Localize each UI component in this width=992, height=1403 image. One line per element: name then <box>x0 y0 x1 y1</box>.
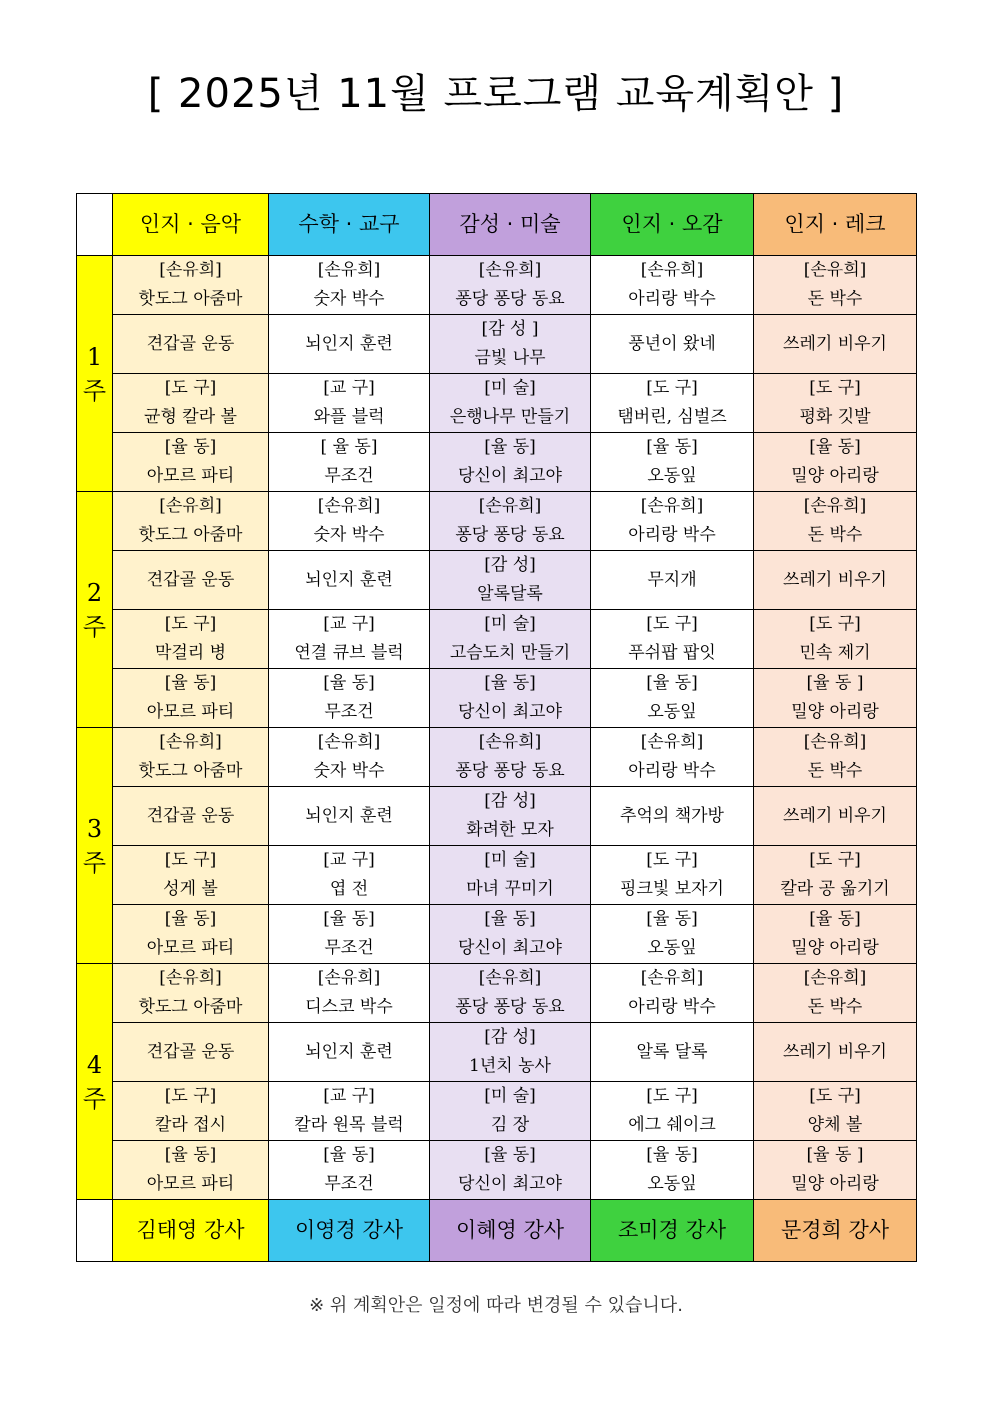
cell-category: [손유희] <box>803 732 867 752</box>
schedule-cell <box>591 551 754 610</box>
cell-activity: 쓰레기 비우기 <box>783 805 887 826</box>
cell-category: [손유희] <box>640 496 704 516</box>
cell-category: [도 구] <box>809 378 861 398</box>
schedule-cell <box>269 964 430 1023</box>
schedule-cell <box>754 374 917 433</box>
cell-category: [율 동] <box>809 909 861 929</box>
cell-activity: 무조건 <box>324 938 374 958</box>
cell-category: [도 구] <box>646 850 698 870</box>
cell-category: [손유희] <box>478 260 542 280</box>
table-row <box>77 846 917 905</box>
cell-category: [율 동] <box>646 673 698 693</box>
schedule-cell <box>591 846 754 905</box>
schedule-cell <box>754 1082 917 1141</box>
cell-category: [도 구] <box>164 614 217 634</box>
cell-activity: 탬버린, 심벌즈 <box>617 407 727 427</box>
cell-activity: 돈 박수 <box>807 761 863 781</box>
cell-category: [율 동] <box>646 437 698 457</box>
schedule-cell <box>591 492 754 551</box>
cell-activity: 균형 칼라 볼 <box>144 407 237 427</box>
cell-category: [손유희] <box>159 496 222 516</box>
header-cell: 인지 · 오감 <box>591 194 754 256</box>
schedule-cell <box>591 1082 754 1141</box>
header-cell: 수학 · 교구 <box>269 194 430 256</box>
schedule-cell <box>591 256 754 315</box>
cell-category: [율 동] <box>484 673 536 693</box>
cell-activity: 아모르 파티 <box>146 466 235 486</box>
cell-activity: 견갑골 운동 <box>146 805 235 826</box>
table-row <box>77 964 917 1023</box>
header-row <box>77 194 917 256</box>
week-label <box>77 492 113 728</box>
cell-category: [감 성 ] <box>481 319 539 339</box>
table-row <box>77 256 917 315</box>
week-number: 1 <box>86 342 103 371</box>
cell-category: [손유희] <box>640 260 704 280</box>
schedule-cell <box>269 1082 430 1141</box>
cell-category: [미 술] <box>484 378 536 398</box>
schedule-cell <box>269 610 430 669</box>
schedule-cell <box>269 846 430 905</box>
cell-activity: 마녀 꾸미기 <box>466 879 554 899</box>
cell-activity: 아모르 파티 <box>146 702 235 722</box>
cell-activity: 무조건 <box>324 702 374 722</box>
cell-activity: 돈 박수 <box>807 525 863 545</box>
schedule-cell <box>430 610 591 669</box>
schedule-cell <box>430 315 591 374</box>
schedule-cell <box>269 905 430 964</box>
table-row <box>77 315 917 374</box>
schedule-cell <box>754 551 917 610</box>
schedule-cell <box>113 433 269 492</box>
schedule-cell <box>754 433 917 492</box>
cell-activity: 아모르 파티 <box>146 938 235 958</box>
cell-activity: 알록 달록 <box>636 1041 708 1062</box>
cell-category: [손유희] <box>803 260 867 280</box>
cell-activity: 뇌인지 훈련 <box>305 333 393 354</box>
cell-activity: 화려한 모자 <box>466 820 554 840</box>
schedule-cell <box>430 256 591 315</box>
schedule-cell <box>754 492 917 551</box>
cell-activity: 쓰레기 비우기 <box>783 333 887 354</box>
cell-category: [감 성] <box>484 791 536 811</box>
schedule-cell <box>430 551 591 610</box>
schedule-cell <box>269 315 430 374</box>
schedule-cell <box>430 1082 591 1141</box>
schedule-cell <box>269 669 430 728</box>
instructor-cell: 문경희 강사 <box>754 1200 917 1262</box>
cell-category: [미 술] <box>484 850 536 870</box>
week-suffix: 주 <box>82 612 107 641</box>
instructor-cell: 김태영 강사 <box>113 1200 269 1262</box>
cell-category: [도 구] <box>646 378 698 398</box>
corner-cell <box>77 1200 113 1262</box>
schedule-cell <box>430 492 591 551</box>
footnote: ※ 위 계획안은 일정에 따라 변경될 수 있습니다. <box>309 1295 683 1316</box>
schedule-cell <box>269 492 430 551</box>
schedule-cell <box>269 787 430 846</box>
instructor-cell: 조미경 강사 <box>591 1200 754 1262</box>
schedule-cell <box>754 905 917 964</box>
cell-activity: 오동잎 <box>647 1174 697 1194</box>
schedule-table-body <box>77 194 917 1262</box>
schedule-cell <box>591 787 754 846</box>
cell-category: [율 동] <box>164 909 217 929</box>
schedule-cell <box>113 256 269 315</box>
cell-category: [율 동 ] <box>806 1145 864 1165</box>
cell-category: [율 동] <box>484 437 536 457</box>
cell-activity: 풍년이 왔네 <box>628 333 716 354</box>
table-row <box>77 433 917 492</box>
instructor-cell: 이영경 강사 <box>269 1200 430 1262</box>
cell-activity: 오동잎 <box>647 466 697 486</box>
schedule-cell <box>430 374 591 433</box>
week-number: 2 <box>86 578 103 607</box>
table-row <box>77 728 917 787</box>
cell-category: [미 술] <box>484 614 536 634</box>
cell-activity: 핫도그 아줌마 <box>138 289 243 309</box>
cell-activity: 뇌인지 훈련 <box>305 805 393 826</box>
schedule-cell <box>113 492 269 551</box>
schedule-cell <box>591 669 754 728</box>
cell-activity: 밀양 아리랑 <box>791 1174 879 1194</box>
cell-activity: 연결 큐브 블럭 <box>294 643 404 663</box>
schedule-cell <box>269 374 430 433</box>
cell-category: [감 성] <box>484 555 536 575</box>
schedule-cell <box>754 846 917 905</box>
cell-category: [손유희] <box>478 968 542 988</box>
cell-category: [감 성] <box>484 1027 536 1047</box>
cell-activity: 푸쉬팝 팝잇 <box>628 643 716 663</box>
cell-category: [손유희] <box>478 496 542 516</box>
cell-activity: 무지개 <box>647 569 697 590</box>
page-title: [ 2025년 11월 프로그램 교육계획안 ] <box>147 71 845 117</box>
cell-category: [율 동] <box>164 1145 217 1165</box>
cell-activity: 평화 깃발 <box>799 407 871 427</box>
cell-activity: 김 장 <box>490 1115 530 1135</box>
schedule-cell <box>430 1023 591 1082</box>
cell-activity: 막걸리 병 <box>154 643 227 663</box>
schedule-cell <box>269 433 430 492</box>
cell-category: [교 구] <box>323 1086 375 1106</box>
cell-category: [ 율 동] <box>320 437 378 457</box>
schedule-cell <box>430 433 591 492</box>
cell-category: [교 구] <box>323 378 375 398</box>
schedule-cell <box>113 551 269 610</box>
instructor-cell: 이혜영 강사 <box>430 1200 591 1262</box>
table-row <box>77 669 917 728</box>
cell-category: [율 동] <box>646 1145 698 1165</box>
week-suffix: 주 <box>82 848 107 877</box>
schedule-cell <box>591 1141 754 1200</box>
cell-activity: 성게 볼 <box>163 879 218 899</box>
cell-category: [율 동] <box>646 909 698 929</box>
cell-category: [율 동] <box>484 1145 536 1165</box>
schedule-cell <box>430 846 591 905</box>
cell-activity: 엽 전 <box>329 879 369 899</box>
table-row <box>77 551 917 610</box>
cell-category: [도 구] <box>164 850 217 870</box>
cell-activity: 견갑골 운동 <box>146 569 235 590</box>
cell-category: [율 동] <box>323 909 375 929</box>
cell-category: [손유희] <box>803 968 867 988</box>
cell-activity: 퐁당 퐁당 동요 <box>455 289 565 309</box>
cell-category: [손유희] <box>803 496 867 516</box>
cell-category: [율 동] <box>164 673 217 693</box>
schedule-cell <box>591 315 754 374</box>
schedule-cell <box>754 728 917 787</box>
cell-category: [도 구] <box>646 1086 698 1106</box>
week-label <box>77 256 113 492</box>
cell-category: [율 동] <box>164 437 217 457</box>
cell-category: [율 동] <box>323 1145 375 1165</box>
cell-activity: 아모르 파티 <box>146 1174 235 1194</box>
schedule-cell <box>113 610 269 669</box>
instructor-row <box>77 1200 917 1262</box>
schedule-cell <box>754 1023 917 1082</box>
schedule-cell <box>113 315 269 374</box>
schedule-cell <box>591 1023 754 1082</box>
schedule-cell <box>754 256 917 315</box>
cell-activity: 아리랑 박수 <box>628 761 716 781</box>
cell-activity: 고슴도치 만들기 <box>449 643 571 663</box>
cell-activity: 핑크빛 보자기 <box>620 879 724 899</box>
table-row <box>77 610 917 669</box>
cell-activity: 추억의 책가방 <box>620 805 724 826</box>
schedule-cell <box>591 964 754 1023</box>
cell-activity: 퐁당 퐁당 동요 <box>455 997 565 1017</box>
cell-activity: 뇌인지 훈련 <box>305 1041 393 1062</box>
cell-category: [손유희] <box>159 260 222 280</box>
cell-category: [손유희] <box>317 260 381 280</box>
cell-activity: 은행나무 만들기 <box>449 407 571 427</box>
schedule-cell <box>113 1023 269 1082</box>
schedule-cell <box>754 315 917 374</box>
schedule-cell <box>591 433 754 492</box>
cell-activity: 핫도그 아줌마 <box>138 761 243 781</box>
schedule-cell <box>113 728 269 787</box>
schedule-cell <box>269 551 430 610</box>
schedule-cell <box>430 905 591 964</box>
cell-activity: 칼라 공 옮기기 <box>780 879 890 899</box>
schedule-table <box>76 193 917 1262</box>
table-row <box>77 1023 917 1082</box>
header-cell: 인지 · 음악 <box>113 194 269 256</box>
schedule-cell <box>754 669 917 728</box>
cell-activity: 와플 블럭 <box>313 407 385 427</box>
cell-activity: 아리랑 박수 <box>628 997 716 1017</box>
cell-category: [교 구] <box>323 614 375 634</box>
cell-activity: 아리랑 박수 <box>628 525 716 545</box>
cell-category: [손유희] <box>640 732 704 752</box>
schedule-cell <box>754 964 917 1023</box>
cell-activity: 양체 볼 <box>807 1115 863 1135</box>
week-label <box>77 964 113 1200</box>
cell-activity: 견갑골 운동 <box>146 333 235 354</box>
week-suffix: 주 <box>82 1084 107 1113</box>
cell-category: [손유희] <box>317 732 381 752</box>
schedule-cell <box>591 905 754 964</box>
cell-category: [율 동] <box>484 909 536 929</box>
schedule-cell <box>591 374 754 433</box>
table-row <box>77 374 917 433</box>
schedule-cell <box>754 610 917 669</box>
header-cell: 인지 · 레크 <box>754 194 917 256</box>
schedule-cell <box>113 669 269 728</box>
cell-category: [손유희] <box>640 968 704 988</box>
cell-category: [율 동] <box>323 673 375 693</box>
cell-activity: 칼라 접시 <box>154 1115 227 1135</box>
cell-activity: 돈 박수 <box>807 289 863 309</box>
cell-category: [도 구] <box>164 378 217 398</box>
cell-activity: 숫자 박수 <box>313 289 385 309</box>
cell-activity: 쓰레기 비우기 <box>783 1041 887 1062</box>
corner-cell <box>77 194 113 256</box>
cell-activity: 돈 박수 <box>807 997 863 1017</box>
schedule-cell <box>113 1141 269 1200</box>
cell-activity: 뇌인지 훈련 <box>305 569 393 590</box>
schedule-cell <box>430 728 591 787</box>
cell-activity: 알록달록 <box>477 584 543 604</box>
cell-activity: 쓰레기 비우기 <box>783 569 887 590</box>
cell-category: [손유희] <box>159 968 222 988</box>
cell-category: [도 구] <box>809 1086 861 1106</box>
schedule-cell <box>754 787 917 846</box>
schedule-cell <box>113 787 269 846</box>
cell-activity: 밀양 아리랑 <box>791 466 879 486</box>
schedule-cell <box>113 1082 269 1141</box>
week-label <box>77 728 113 964</box>
cell-category: [율 동] <box>809 437 861 457</box>
schedule-cell <box>591 610 754 669</box>
cell-activity: 1년치 농사 <box>469 1056 551 1076</box>
cell-category: [도 구] <box>646 614 698 634</box>
cell-category: [손유희] <box>317 496 381 516</box>
cell-category: [율 동 ] <box>806 673 864 693</box>
cell-activity: 무조건 <box>324 1174 374 1194</box>
cell-activity: 퐁당 퐁당 동요 <box>455 525 565 545</box>
cell-activity: 민속 제기 <box>799 643 871 663</box>
cell-activity: 칼라 원목 블럭 <box>294 1115 404 1135</box>
cell-activity: 숫자 박수 <box>313 525 385 545</box>
table-row <box>77 1082 917 1141</box>
cell-category: [교 구] <box>323 850 375 870</box>
cell-activity: 금빛 나무 <box>474 348 546 368</box>
cell-activity: 당신이 최고야 <box>458 938 562 958</box>
cell-category: [도 구] <box>809 614 861 634</box>
header-cell: 감성 · 미술 <box>430 194 591 256</box>
cell-category: [도 구] <box>164 1086 217 1106</box>
cell-activity: 에그 쉐이크 <box>628 1115 716 1135</box>
week-number: 4 <box>86 1050 103 1079</box>
cell-activity: 오동잎 <box>647 938 697 958</box>
week-number: 3 <box>86 814 103 843</box>
cell-activity: 디스코 박수 <box>305 997 393 1017</box>
cell-activity: 밀양 아리랑 <box>791 702 879 722</box>
cell-category: [미 술] <box>484 1086 536 1106</box>
cell-activity: 견갑골 운동 <box>146 1041 235 1062</box>
table-row <box>77 492 917 551</box>
week-suffix: 주 <box>82 376 107 405</box>
schedule-cell <box>113 846 269 905</box>
schedule-cell <box>430 787 591 846</box>
schedule-cell <box>430 964 591 1023</box>
schedule-cell <box>430 1141 591 1200</box>
cell-activity: 무조건 <box>324 466 374 486</box>
table-row <box>77 905 917 964</box>
cell-activity: 핫도그 아줌마 <box>138 997 243 1017</box>
schedule-cell <box>430 669 591 728</box>
cell-activity: 밀양 아리랑 <box>791 938 879 958</box>
schedule-cell <box>754 1141 917 1200</box>
schedule-cell <box>269 1023 430 1082</box>
schedule-cell <box>269 256 430 315</box>
cell-activity: 당신이 최고야 <box>458 1174 562 1194</box>
cell-activity: 핫도그 아줌마 <box>138 525 243 545</box>
cell-activity: 당신이 최고야 <box>458 466 562 486</box>
table-row <box>77 787 917 846</box>
cell-category: [손유희] <box>317 968 381 988</box>
schedule-cell <box>113 374 269 433</box>
cell-activity: 아리랑 박수 <box>628 289 716 309</box>
cell-activity: 퐁당 퐁당 동요 <box>455 761 565 781</box>
schedule-cell <box>113 964 269 1023</box>
cell-activity: 숫자 박수 <box>313 761 385 781</box>
schedule-cell <box>113 905 269 964</box>
cell-activity: 오동잎 <box>647 702 697 722</box>
cell-activity: 당신이 최고야 <box>458 702 562 722</box>
schedule-cell <box>591 728 754 787</box>
cell-category: [손유희] <box>478 732 542 752</box>
schedule-cell <box>269 1141 430 1200</box>
table-row <box>77 1141 917 1200</box>
cell-category: [도 구] <box>809 850 861 870</box>
cell-category: [손유희] <box>159 732 222 752</box>
schedule-cell <box>269 728 430 787</box>
